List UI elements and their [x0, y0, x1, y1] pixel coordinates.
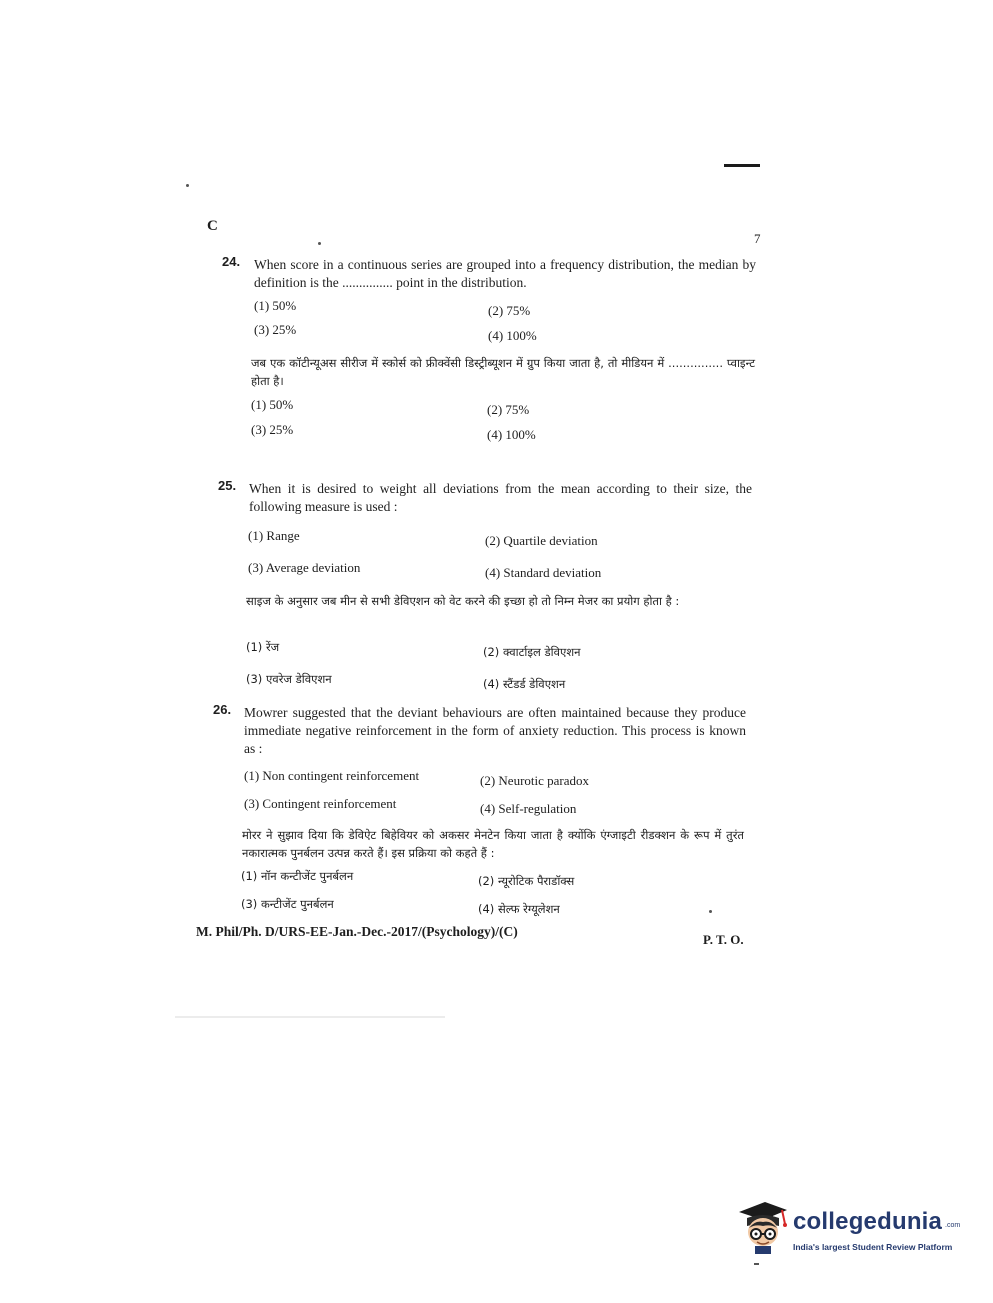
question-text-en: Mowrer suggested that the deviant behaviours are often maintained because they produce immediate negative reinforcement in the form of anxiety reduction. This process is known as :	[244, 705, 746, 756]
option-3-en: (3) 25%	[254, 322, 297, 337]
option-1-en: (1) Non contingent reinforcement	[244, 768, 420, 783]
option-4-hi: (4) स्टैंडर्ड डेविएशन	[483, 677, 566, 691]
logo-wordmark: collegedunia	[793, 1208, 943, 1235]
option-3-hi: (3) एवरेज डेविएशन	[246, 672, 332, 686]
speck	[709, 910, 712, 913]
option-2-en: (2) 75%	[488, 303, 531, 318]
option-1-en: (1) Range	[248, 528, 300, 543]
option-4-en: (4) 100%	[488, 328, 537, 343]
question-text-hi: साइज के अनुसार जब मीन से सभी डेविएशन को वेट करने की इच्छा हो तो निम्न मेजर का प्रयोग होता है :	[246, 594, 680, 608]
pto-label: P. T. O.	[703, 932, 744, 947]
option-3-en: (3) Contingent reinforcement	[244, 796, 397, 811]
option-4-hi: (4) 100%	[487, 427, 536, 442]
question-number: 26.	[213, 702, 232, 717]
speck	[318, 242, 321, 245]
option-1-hi: (1) नॉन कन्टीजेंट पुनर्बलन	[241, 869, 354, 883]
question-text-en: When it is desired to weight all deviations from the mean according to their size, the following measure is used :	[249, 481, 752, 514]
option-1-hi: (1) 50%	[251, 397, 294, 412]
option-1-en: (1) 50%	[254, 298, 297, 313]
page-number: 7	[754, 231, 761, 246]
option-2-hi: (2) न्यूरोटिक पैराडॉक्स	[478, 874, 575, 888]
option-3-en: (3) Average deviation	[248, 560, 361, 575]
speck	[186, 184, 189, 187]
option-2-hi: (2) क्वार्टाइल डेविएशन	[483, 645, 581, 659]
series-code: C	[207, 218, 218, 234]
option-2-en: (2) Neurotic paradox	[480, 773, 590, 788]
question-number: 25.	[218, 478, 237, 493]
option-4-en: (4) Self-regulation	[480, 801, 577, 816]
scan-smudge	[175, 1016, 445, 1018]
paper-code: M. Phil/Ph. D/URS-EE-Jan.-Dec.-2017/(Psychology)/(C)	[196, 924, 518, 939]
question-text-hi: मोरर ने सुझाव दिया कि डेविऐट बिहेवियर को अकसर मेनटेन किया जाता है क्योंकि एंग्जाइटी रीडक्शन के रूप में तुरंत नकारात्मक पुनर्बलन उत्पन्न करते हैं। इस प्रक्रिया को कहते हैं :	[242, 828, 744, 860]
option-1-hi: (1) रेंज	[246, 640, 280, 654]
question-text-en: When score in a continuous series are grouped into a frequency distribution, the median by definition is the ............... point in the distribution.	[254, 257, 756, 290]
option-3-hi: (3) कन्टीजेंट पुनर्बलन	[241, 897, 334, 911]
question-number: 24.	[222, 254, 241, 269]
speck	[754, 1263, 759, 1265]
logo-domain-suffix: .com	[945, 1222, 961, 1229]
logo-tagline: India's largest Student Review Platform	[793, 1242, 953, 1252]
logo-mascot-icon	[735, 1196, 791, 1258]
top-rule	[724, 164, 760, 167]
option-2-hi: (2) 75%	[487, 402, 530, 417]
option-2-en: (2) Quartile deviation	[485, 533, 598, 548]
question-text-hi: जब एक कॉटीन्यूअस सीरीज में स्कोर्स को फ्रीक्वेंसी डिस्ट्रीब्यूशन में ग्रुप किया जाता है, तो मीडियन में ............... प्वाइन्ट होता है।	[251, 356, 755, 388]
option-4-hi: (4) सेल्फ रेग्यूलेशन	[478, 902, 560, 916]
option-3-hi: (3) 25%	[251, 422, 294, 437]
option-4-en: (4) Standard deviation	[485, 565, 602, 580]
collegedunia-logo	[735, 1196, 965, 1258]
